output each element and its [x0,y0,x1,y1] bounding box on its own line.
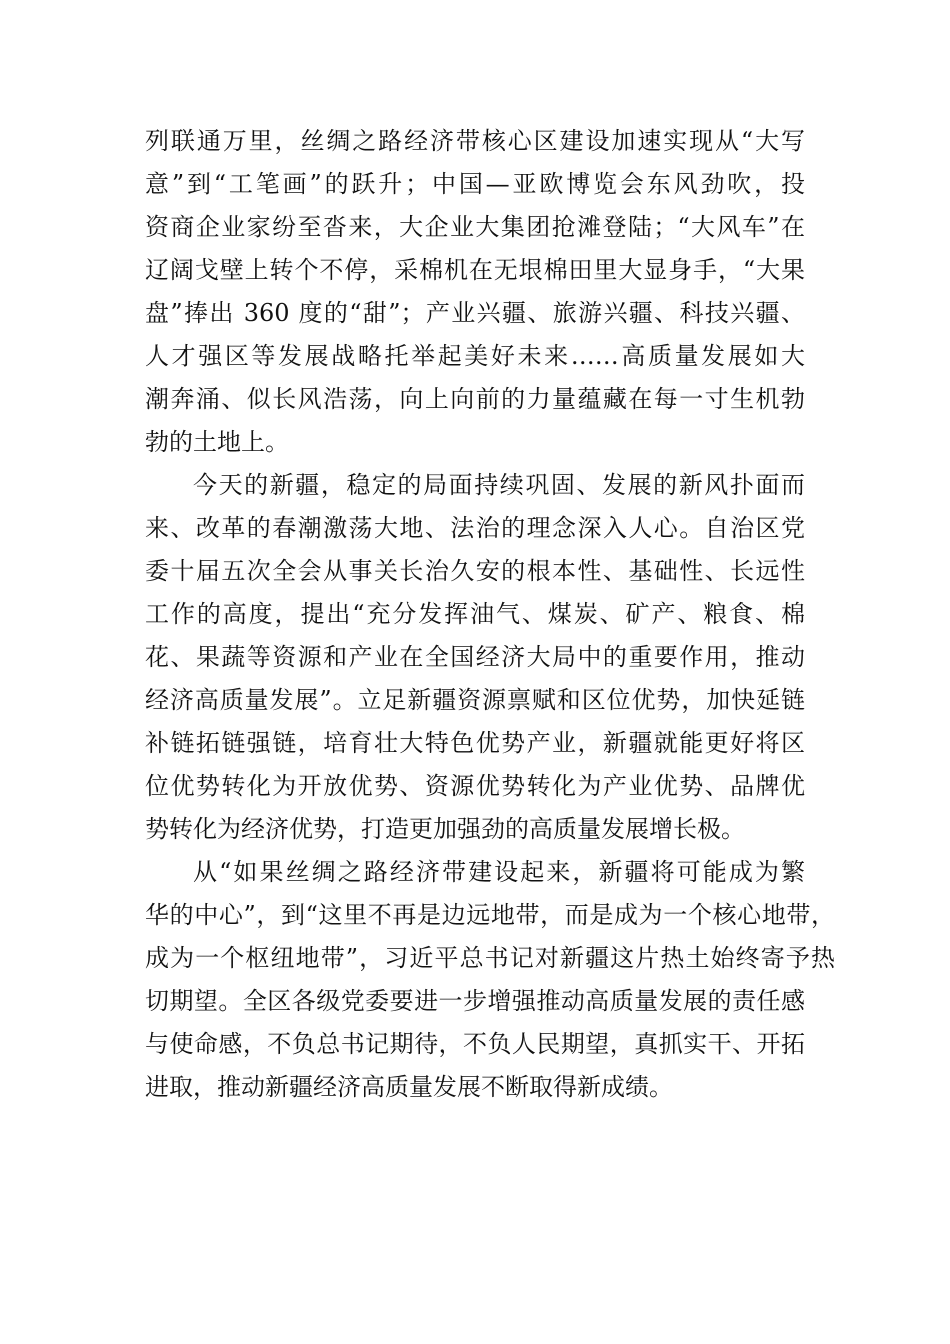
text-line: 从“如果丝绸之路经济带建设起来，新疆将可能成为繁 [193,858,805,886]
text-line: 工作的高度，提出“充分发挥油气、煤炭、矿产、粮食、棉 [145,600,805,628]
text-line: 盘”捧出 360 度的“甜”；产业兴疆、旅游兴疆、科技兴疆、 [145,299,805,327]
text-line: 潮奔涌、似长风浩荡，向上向前的力量蕴藏在每一寸生机勃 [145,385,805,413]
text-line: 补链拓链强链，培育壮大特色优势产业，新疆就能更好将区 [145,729,805,757]
text-line: 华的中心”，到“这里不再是边远地带，而是成为一个核心地带， [145,901,835,929]
text-line: 来、改革的春潮激荡大地、法治的理念深入人心。自治区党 [145,514,805,542]
text-line: 位优势转化为开放优势、资源优势转化为产业优势、品牌优 [145,772,805,800]
text-line: 进取，推动新疆经济高质量发展不断取得新成绩。 [145,1073,673,1101]
paragraph-3 [145,851,835,1109]
text-line: 与使命感，不负总书记期待，不负人民期望，真抓实干、开拓 [145,1030,805,1058]
text-line: 今天的新疆，稳定的局面持续巩固、发展的新风扑面而 [193,471,805,499]
text-line: 势转化为经济优势，打造更加强劲的高质量发展增长极。 [145,815,745,843]
document-body [145,120,835,1109]
text-line: 经济高质量发展”。立足新疆资源禀赋和区位优势，加快延链 [145,686,805,714]
text-line: 花、果蔬等资源和产业在全国经济大局中的重要作用，推动 [145,643,805,671]
text-line: 切期望。全区各级党委要进一步增强推动高质量发展的责任感 [145,987,805,1015]
text-line: 成为一个枢纽地带”，习近平总书记对新疆这片热土始终寄予热 [145,944,835,972]
paragraph-1 [145,120,835,464]
paragraph-2 [145,464,835,851]
text-line: 勃的土地上。 [145,428,289,456]
text-line: 列联通万里，丝绸之路经济带核心区建设加速实现从“大写 [145,127,805,155]
text-line: 人才强区等发展战略托举起美好未来……高质量发展如大 [145,342,805,370]
text-line: 辽阔戈壁上转个不停，采棉机在无垠棉田里大显身手，“大果 [145,256,805,284]
text-line: 意”到“工笔画”的跃升；中国—亚欧博览会东风劲吹，投 [145,170,805,198]
text-line: 委十届五次全会从事关长治久安的根本性、基础性、长远性 [145,557,805,585]
text-line: 资商企业家纷至沓来，大企业大集团抢滩登陆；“大风车”在 [145,213,805,241]
